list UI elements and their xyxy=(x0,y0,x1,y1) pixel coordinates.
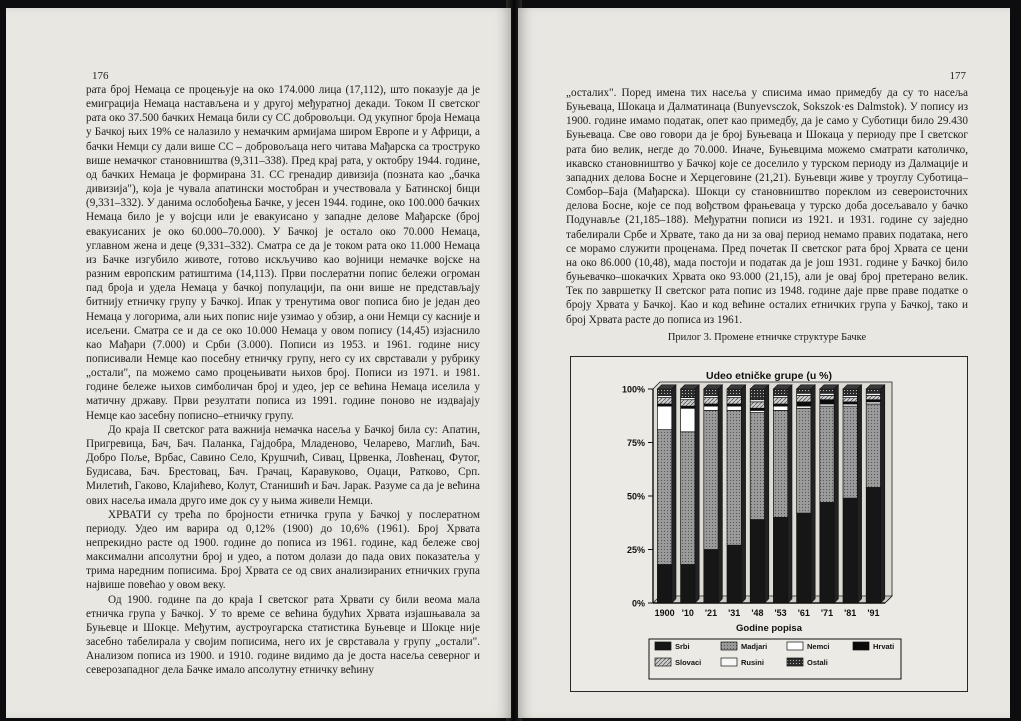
chart-frame xyxy=(570,356,968,692)
bar-segment-slovaci xyxy=(657,398,671,404)
x-tick-label: '31 xyxy=(728,608,741,618)
left-page-text xyxy=(86,83,480,678)
x-tick-label: '91 xyxy=(867,608,880,618)
bar-segment-slovaci xyxy=(843,398,857,402)
x-tick-label: '53 xyxy=(774,608,787,618)
bar-segment-madjari xyxy=(727,410,741,545)
x-tick-label: '71 xyxy=(820,608,834,618)
bar-segment-nemci xyxy=(657,406,671,430)
page-number: 177 xyxy=(949,70,966,82)
bar-segment-nemci xyxy=(727,406,741,410)
bar-segment-srbi xyxy=(820,502,834,603)
bar-side-face xyxy=(695,385,699,603)
bar-segment-srbi xyxy=(866,487,880,603)
x-tick-label: 1900 xyxy=(654,608,675,618)
bar-segment-ostali xyxy=(727,389,741,395)
bar-segment-ostali xyxy=(704,389,718,395)
legend-swatch xyxy=(721,658,737,666)
bar-segment-srbi xyxy=(657,564,671,603)
bar-segment-madjari xyxy=(704,410,718,549)
legend-label: Slovaci xyxy=(675,658,702,667)
legend-swatch xyxy=(853,642,869,650)
bar-side-face xyxy=(741,385,745,603)
bar-side-face xyxy=(881,385,885,603)
bar-segment-madjari xyxy=(657,430,671,565)
figure-caption: Прилог 3. Промене етничке структуре Бачке xyxy=(667,332,867,343)
x-tick-label: '61 xyxy=(797,608,810,618)
bar-segment-srbi xyxy=(750,520,764,603)
bar-segment-srbi xyxy=(727,545,741,603)
legend-swatch xyxy=(655,642,671,650)
bar-segment-hrvati xyxy=(797,402,811,406)
bar-segment-nemci xyxy=(681,408,695,432)
legend-swatch xyxy=(787,658,803,666)
bar-side-face xyxy=(672,385,676,603)
paragraph: „осталих". Поред имена тих насеља у списима имао примедбу да су то насеља Буњеваца, Шокаца и Далматинаца (Bunyevsczok, Sokszok·es Dalmstok). У попису из 1900. године имамо податак, опет као примедбу, да је само у Суботици било 29.430 Буњеваца. Све ово говори да је број Буњеваца и Шокаца у периоду пре I светског рата био велик, негде до 70.000. Иначе, Буњевцима можемо сматрати католичко, икавско становништво у Бачкој које се доселило у турском периоду из Далмације и западних делова Босне и Херцеговине (21,21). Буњевци живе у троуглу Суботица–Сомбор–Баја (Мађарска). Шокци су становништво пореклом из североисточних делова Босне, које се под вођством фрањеваца у турско доба досељавало у бачко Подунавље (21,185–188). Међуратни пописи из 1921. и 1931. године су заједно табелирали Србе и Хрвате, тако да ни за овај период немамо правих података, него се морамо служити проценама. Пред почетак II светског рата број Хрвата се цени на око 86.000 (10,48), мада постоји и податак да је још 1931. године у Бачкој било буњевачко–шокачких Хрвата око 93.000 (21,15), али је овај број претерано велик. Тек по завршетку II светског рата попис из 1948. године даје прве праве податке о броју Хрвата у Бачкој. Као и код већине осталих етничких група у Бачкој, тако и број Хрвата расте до пописа из 1961. xyxy=(566,87,968,326)
bar-segment-ostali xyxy=(750,389,764,400)
legend-label: Rusini xyxy=(741,658,764,667)
bar-segment-ostali xyxy=(866,389,880,393)
x-tick-label: '21 xyxy=(704,608,718,618)
bar-segment-srbi xyxy=(681,564,695,603)
bar-segment-slovaci xyxy=(727,398,741,404)
bar-segment-slovaci xyxy=(773,398,787,404)
bar-segment-madjari xyxy=(797,408,811,513)
y-tick-label: 25% xyxy=(626,545,645,555)
paragraph: До краја II светског рата важнија немачка насеља у Бачкој била су: Апатин, Пригревица, Бач, Бач. Паланка, Гајдобра, Младеново, Челарево, Маглић, Бач. Добро Поље, Врбас, Савино Село, Крушчић, Сивац, Црвенка, Ловћенац, Футог, Будисава, Бач. Брестовац, Бач. Грачац, Каравуково, Оџаци, Ратково, Срп. Милетић, Гаково, Клајићево, Колут, Станишић и Бач. Јарак. Разуме са да је већина ових насеља имала друго име док су у њима живели Немци. xyxy=(86,423,480,507)
bar-segment-ostali xyxy=(773,389,787,395)
y-tick-label: 0% xyxy=(631,598,645,609)
bar-segment-slovaci xyxy=(866,395,880,399)
bar-segment-ostali xyxy=(681,389,695,398)
stacked-bar-chart xyxy=(571,357,967,691)
right-page-text xyxy=(566,86,968,327)
legend-label: Srbi xyxy=(675,642,690,651)
bar-segment-nemci xyxy=(704,406,718,410)
bar-segment-slovaci xyxy=(820,395,834,399)
bar-segment-madjari xyxy=(820,406,834,502)
bar-segment-srbi xyxy=(704,550,718,604)
page-number: 176 xyxy=(92,70,109,82)
bar-segment-nemci xyxy=(773,406,787,410)
paragraph: ХРВАТИ су трећа по бројности етничка група у Бачкој у послератном периоду. Удео им варира од 0,12% (1900) до 10,6% (1961). Број Хрвата непрекидно расте од 1900. године до пописа из 1961. године, кад бележе свој максимални апсолутни број и удео, а потом долази до пада ових показатеља у трима наредним пописима. Број Хрвата се од свих анализираних етничких група највише повећао у овом веку. xyxy=(86,508,480,592)
bar-segment-ostali xyxy=(797,389,811,393)
x-tick-label: '81 xyxy=(844,608,857,618)
bar-segment-slovaci xyxy=(797,395,811,401)
right-page xyxy=(518,8,1010,718)
paragraph: рата број Немаца се процењује на око 174.000 лица (17,112), што показује да је емиграција Немаца настављена и у другој међуратној декади. Током II светског рата око 37.500 бачких Немаца били су СС добровољци. Од укупног броја Немаца у Бачкој њих 19% се налазило у немачким армијама широм Европе и у Африци, а бачки Немци су дали више СС – добровољаца него читава Мађарска са троструко више немачког становништва (9,311–338). Пред крај рата, у октобру 1944. године, од бачких Немаца је формирана 31. СС гренадир дивизија (позната као „бачка дивизија"), која је чувала апатински мостобран и учествовала у Батинској бици (9,331–332). У данима ослобођења Бачке, у јесен 1944. године, око 100.000 бачких Немаца било је у војсци или је евакуисано у западне делове Мађарске (број евакуисаних је око 60.000–70.000). У Бачкој је остало око 70.000 Немаца, углавном жена и деце (9,331–332). Сматра се да је током рата око 11.000 Немаца из Бачке изгубило животе, готово искључиво као војници немачке војске на разним европским ратиштима (14,113). Први послератни попис бележи огроман пад броја и удела Немаца у бачкој популацији, па они више не представљају битнију етничку групу у Бачкој. Ипак у тренутима овог пописа био је један део Немаца у логорима, али њих попис није узимао у обзир, а они Немци су касније и исељени. Сматра се и да се око 10.000 Немаца у овом попису (14,45) изјаснило као Мађари (7.000) и Срби (3.000). Пописи из 1953. и 1961. године нису пописивали Немце као посебну етничку групу, него су их сврставали у рубрику „остали", па можемо само процењивати њихов број. Пописи из 1971. и 1981. године бележе њихов симболичан број и удео, јер се већина Немаца иселила у матичну државу. Први резултати пописа из 1991. године поново не издвајају Немце као засебну пописно–етничку групу. xyxy=(86,84,480,422)
bar-segment-slovaci xyxy=(681,400,695,406)
legend-label: Nemci xyxy=(807,642,830,651)
bar-segment-srbi xyxy=(843,498,857,603)
bar-segment-slovaci xyxy=(704,398,718,404)
y-tick-label: 75% xyxy=(626,438,645,448)
x-tick-label: '10 xyxy=(681,608,694,618)
legend-swatch xyxy=(787,642,803,650)
bar-segment-ostali xyxy=(843,389,857,395)
bar-side-face xyxy=(718,385,722,603)
bar-segment-hrvati xyxy=(820,400,834,404)
bar-side-face xyxy=(857,385,861,603)
legend-label: Ostali xyxy=(807,658,828,667)
bar-segment-ostali xyxy=(657,389,671,395)
left-page xyxy=(6,8,511,718)
bar-side-face xyxy=(834,385,838,603)
chart-title: Udeo etničke grupe (u %) xyxy=(705,370,833,382)
bar-segment-madjari xyxy=(866,404,880,487)
bar-segment-ostali xyxy=(820,389,834,393)
bar-side-face xyxy=(811,385,815,603)
y-tick-label: 50% xyxy=(626,491,645,502)
legend-label: Madjari xyxy=(741,642,768,651)
x-axis-label: Godine popisa xyxy=(736,623,802,634)
bar-segment-madjari xyxy=(843,406,857,498)
legend-swatch xyxy=(721,642,737,650)
paragraph: Од 1900. године па до краја I светског рата Хрвати су били веома мала етничка група у Бачкој. У то време се већина будућих Хрвата изјашњавала за Буњевце и Шокце. Међутим, аустроугарска статистика Буњевце и Шокце није засебно табелирала у својим пописима, него их је сврставала у групу „остали". Анализом пописа из 1900. и 1910. године видимо да је доста насеља северног и северозападног дела Бачке имало апсолутну етничку већину xyxy=(86,593,480,677)
bar-side-face xyxy=(765,385,769,603)
bar-segment-slovaci xyxy=(750,402,764,408)
bar-segment-madjari xyxy=(750,413,764,520)
bar-segment-madjari xyxy=(681,432,695,565)
legend-swatch xyxy=(655,658,671,666)
bar-segment-srbi xyxy=(773,517,787,603)
bar-segment-srbi xyxy=(797,513,811,603)
y-tick-label: 100% xyxy=(621,384,645,395)
bar-side-face xyxy=(788,385,792,603)
x-tick-label: '48 xyxy=(751,608,764,618)
legend-label: Hrvati xyxy=(873,642,895,651)
bar-segment-madjari xyxy=(773,410,787,517)
